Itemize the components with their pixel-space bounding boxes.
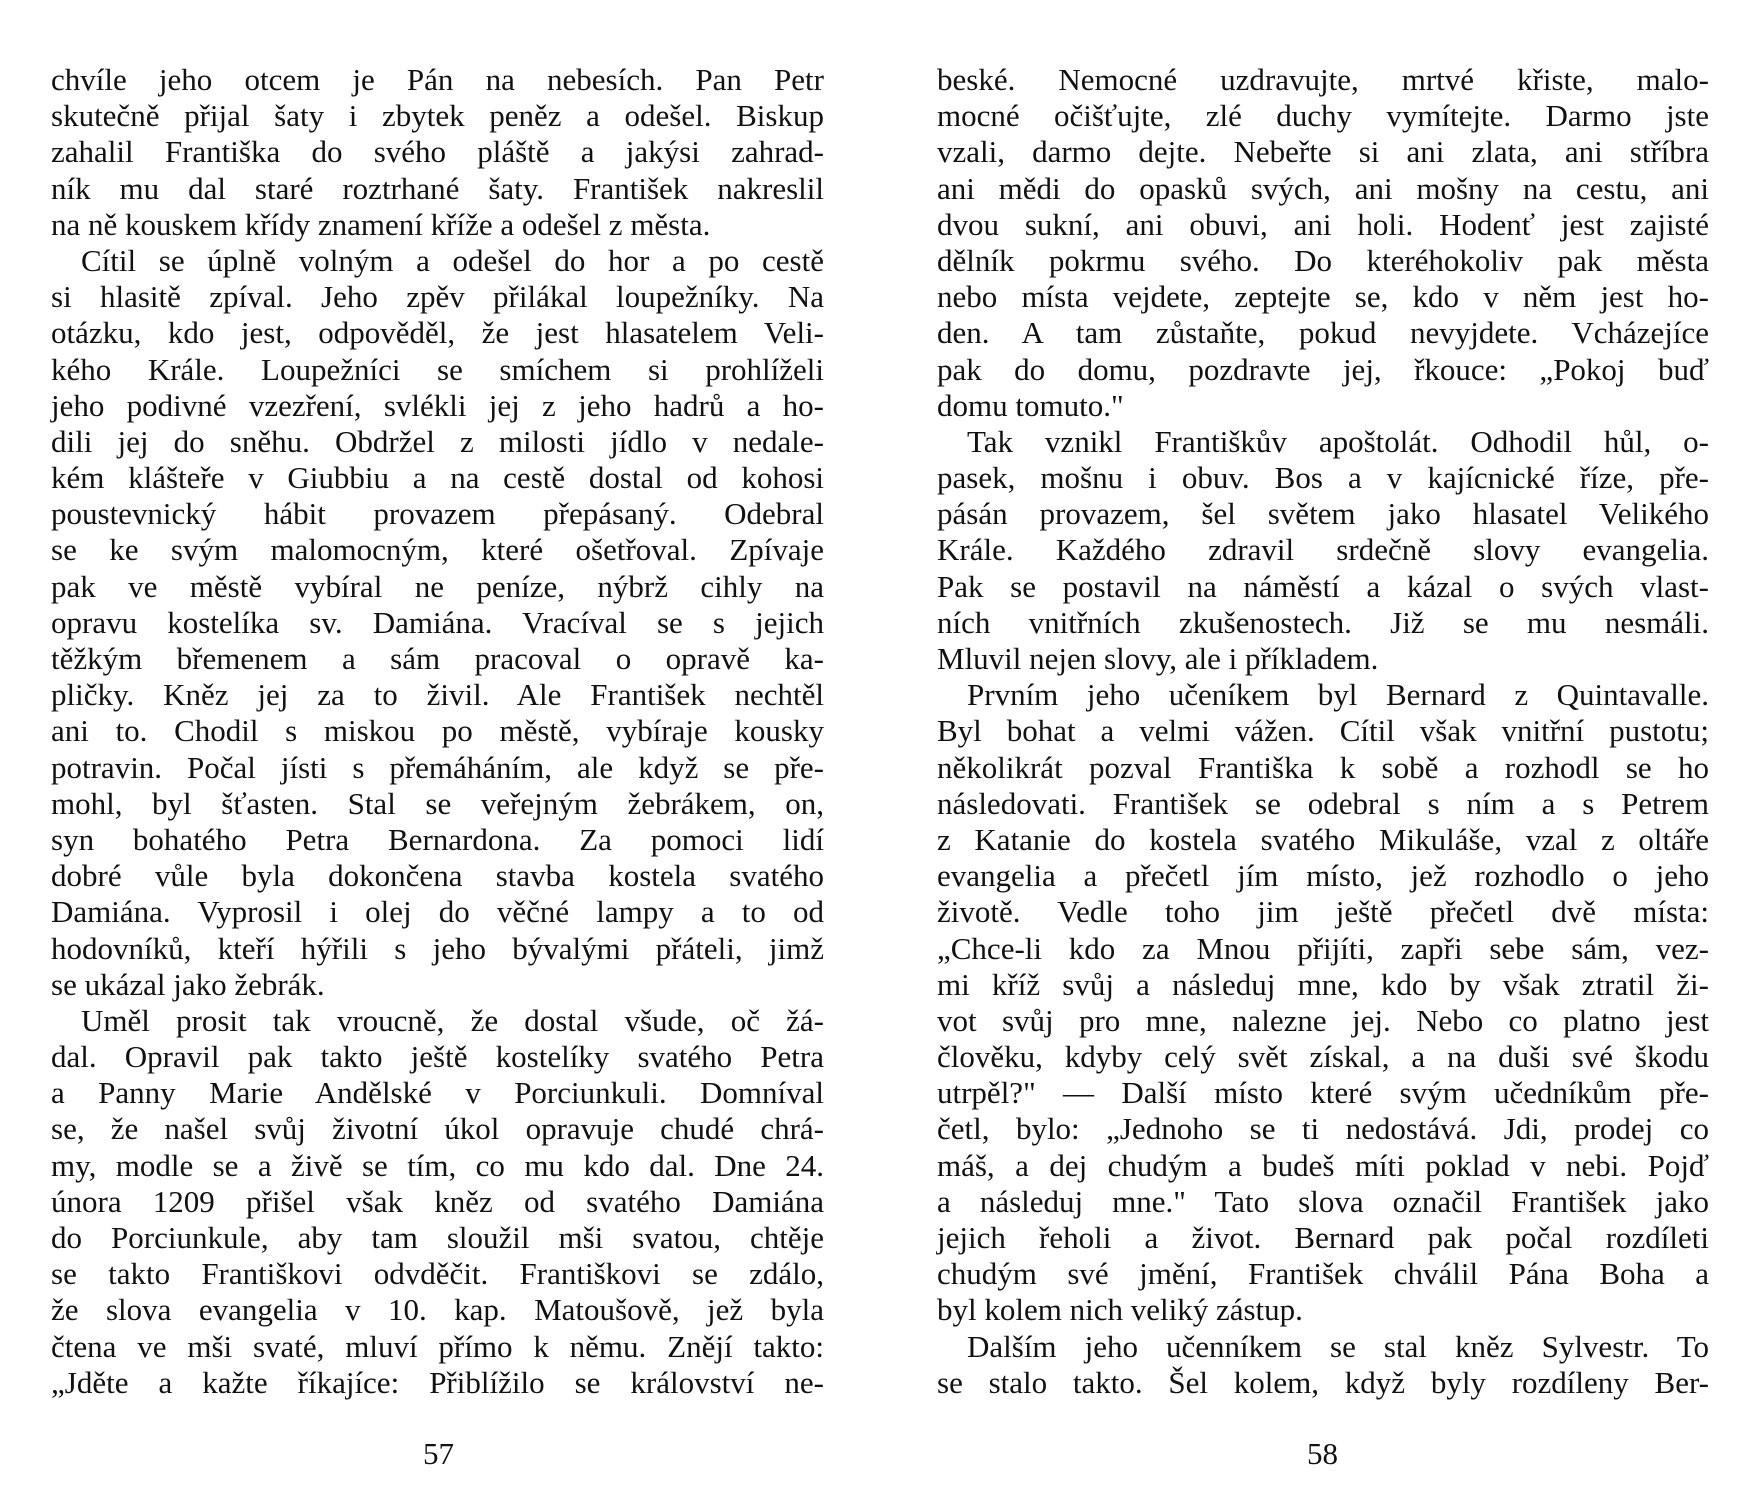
text-line: Krále. Každého zdravil srdečně slovy evangelia. [937, 532, 1709, 568]
left-page-text [51, 62, 824, 1401]
text-line: se ukázal jako žebrák. [51, 966, 325, 1002]
text-line: životě. Vedle toho jim ještě přečetl dvě místa: [937, 894, 1709, 930]
text-line: se takto Františkovi odvděčit. Františkovi se zdálo, [51, 1256, 824, 1292]
text-line: „Chce-li kdo za Mnou přijíti, zapři sebe sám, vez- [937, 930, 1709, 966]
right-page-number: 58 [1307, 1436, 1338, 1471]
text-line: pličky. Kněz jej za to živil. Ale František nechtěl [51, 677, 824, 713]
text-line: ních vnitřních zkušenostech. Již se mu nesmáli. [937, 604, 1709, 640]
text-line: mi kříž svůj a následuj mne, kdo by však ztratil ži- [937, 966, 1709, 1002]
text-line: kého Krále. Loupežníci se smíchem si prohlíželi [51, 351, 824, 387]
text-line: že slova evangelia v 10. kap. Matoušově, jež byla [51, 1292, 824, 1328]
text-line: dili jej do sněhu. Obdržel z milosti jídlo v nedale- [51, 423, 824, 459]
text-line: se ke svým malomocným, které ošetřoval. Zpívaje [51, 532, 824, 568]
text-line: ník mu dal staré roztrhané šaty. František nakreslil [51, 170, 824, 206]
text-line: dobré vůle byla dokončena stavba kostela svatého [51, 858, 824, 894]
right-page [873, 0, 1746, 1500]
text-line: zahalil Františka do svého pláště a jakýsi zahrad- [51, 134, 824, 170]
right-page-text [937, 62, 1709, 1401]
text-line: „Jděte a kažte říkajíce: Přiblížilo se království ne- [51, 1364, 824, 1400]
text-line: syn bohatého Petra Bernardona. Za pomoci lidí [51, 821, 824, 857]
text-line: následovati. František se odebral s ním a s Petrem [937, 785, 1709, 821]
text-line: dělník pokrmu svého. Do kteréhokoliv pak města [937, 242, 1709, 278]
text-line: Tak vznikl Františkův apoštolát. Odhodil hůl, o- [967, 423, 1709, 459]
text-line: Uměl prosit tak vroucně, že dostal všude, oč žá- [81, 1002, 824, 1038]
text-line: utrpěl?" — Další místo které svým učedníkům pře- [937, 1075, 1709, 1111]
text-line: z Katanie do kostela svatého Mikuláše, vzal z oltáře [937, 821, 1709, 857]
text-line: čtena ve mši svaté, mluví přímo k němu. Znějí takto: [51, 1328, 824, 1364]
text-line: si hlasitě zpíval. Jeho zpěv přilákal loupežníky. Na [51, 279, 824, 315]
text-line: Byl bohat a velmi vážen. Cítil však vnitřní pustotu; [937, 713, 1709, 749]
text-line: mocné očišťujte, zlé duchy vymítejte. Darmo jste [937, 98, 1709, 134]
text-line: ani mědi do opasků svých, ani mošny na cestu, ani [937, 170, 1709, 206]
text-line: potravin. Počal jísti s přemáháním, ale když se pře- [51, 749, 824, 785]
text-line: jejich řeholi a život. Bernard pak počal rozdíleti [937, 1220, 1709, 1255]
text-line: člověku, kdyby celý svět získal, a na duši své škodu [937, 1039, 1709, 1075]
text-line: a Panny Marie Andělské v Porciunkuli. Domníval [51, 1075, 824, 1111]
text-line: Damiána. Vyprosil i olej do věčné lampy a to od [51, 894, 824, 930]
text-line: ani to. Chodil s miskou po městě, vybíraje kousky [51, 713, 824, 749]
text-line: pak do domu, pozdravte jej, řkouce: „Pokoj buď [937, 351, 1709, 387]
text-line: Dalším jeho učenníkem se stal kněz Sylvestr. To [967, 1328, 1709, 1364]
text-line: skutečně přijal šaty i zbytek peněz a odešel. Biskup [51, 98, 824, 134]
text-line: nebo místa vejdete, zeptejte se, kdo v něm jest ho- [937, 279, 1709, 315]
text-line: Mluvil nejen slovy, ale i příkladem. [937, 641, 1379, 676]
text-line: pak ve městě vybíral ne peníze, nýbrž cihly na [51, 568, 824, 604]
text-line: pasek, mošnu i obuv. Bos a v kajícnické říze, pře- [937, 460, 1709, 496]
text-line: vot svůj pro mne, nalezne jej. Nebo co platno jest [937, 1002, 1709, 1038]
text-line: pásán provazem, šel světem jako hlasatel Velikého [937, 496, 1709, 532]
text-line: byl kolem nich veliký zástup. [937, 1292, 1303, 1328]
text-line: do Porciunkule, aby tam sloužil mši svatou, chtěje [51, 1220, 824, 1255]
text-line: se, že našel svůj životní úkol opravuje chudé chrá- [51, 1111, 824, 1147]
text-line: Prvním jeho učeníkem byl Bernard z Quintavalle. [967, 677, 1709, 713]
text-line: několikrát pozval Františka k sobě a rozhodl se ho [937, 749, 1709, 785]
text-line: domu tomuto." [937, 387, 1124, 423]
text-line: chudým své jmění, František chválil Pána Boha a [937, 1256, 1709, 1292]
text-line: poustevnický hábit provazem přepásaný. Odebral [51, 496, 824, 532]
text-line: dal. Opravil pak takto ještě kostelíky svatého Petra [51, 1039, 824, 1075]
text-line: opravu kostelíka sv. Damiána. Vracíval se s jejich [51, 604, 824, 640]
text-line: četl, bylo: „Jednoho se ti nedostává. Jdi, prodej co [937, 1111, 1709, 1147]
text-line: a následuj mne." Tato slova označil František jako [937, 1183, 1709, 1219]
left-page-number: 57 [423, 1436, 454, 1471]
text-line: mohl, byl šťasten. Stal se veřejným žebrákem, on, [51, 785, 824, 821]
text-line: února 1209 přišel však kněz od svatého Damiána [51, 1183, 824, 1219]
text-line: máš, a dej chudým a budeš míti poklad v nebi. Pojď [937, 1147, 1709, 1183]
text-line: kém klášteře v Giubbiu a na cestě dostal od kohosi [51, 460, 824, 496]
text-line: dvou sukní, ani obuvi, ani holi. Hodenť jest zajisté [937, 206, 1709, 242]
text-line: se stalo takto. Šel kolem, když byly rozdíleny Ber- [937, 1364, 1709, 1400]
text-line: otázku, kdo jest, odpověděl, že jest hlasatelem Veli- [51, 315, 824, 351]
text-line: jeho podivné vzezření, svlékli jej z jeho hadrů a ho- [51, 387, 824, 423]
text-line: beské. Nemocné uzdravujte, mrtvé křiste, malo- [937, 62, 1709, 97]
text-line: Pak se postavil na náměstí a kázal o svých vlast- [937, 568, 1709, 604]
text-line: těžkým břemenem a sám pracoval o opravě ka- [51, 641, 824, 676]
text-line: chvíle jeho otcem je Pán na nebesích. Pan Petr [51, 62, 824, 97]
text-line: my, modle se a živě se tím, co mu kdo dal. Dne 24. [51, 1147, 824, 1183]
text-line: hodovníků, kteří hýřili s jeho bývalými přáteli, jimž [51, 930, 824, 966]
text-line: vzali, darmo dejte. Nebeřte si ani zlata, ani stříbra [937, 134, 1709, 170]
text-line: den. A tam zůstaňte, pokud nevyjdete. Vcházejíce [937, 315, 1709, 351]
text-line: evangelia a přečetl jím místo, jež rozhodlo o jeho [937, 858, 1709, 894]
text-line: na ně kouskem křídy znamení kříže a odešel z města. [51, 206, 711, 242]
text-line: Cítil se úplně volným a odešel do hor a po cestě [81, 242, 824, 278]
